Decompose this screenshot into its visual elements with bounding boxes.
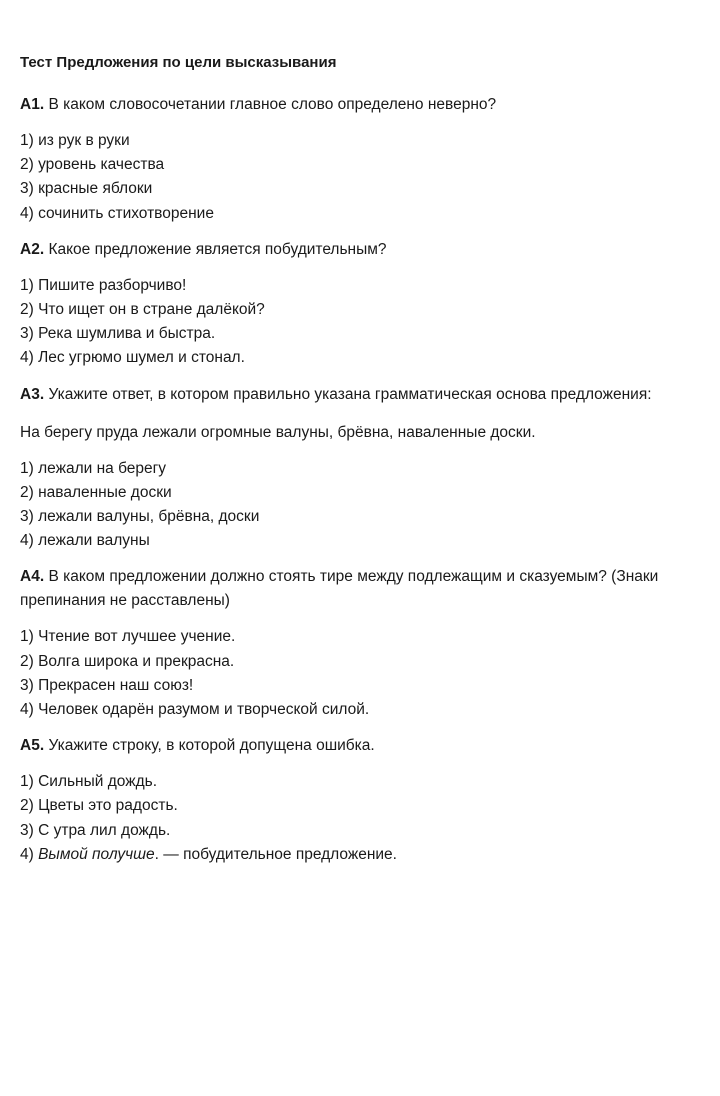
question-number: А2. xyxy=(20,240,45,258)
option-suffix: . — побудительное предложение. xyxy=(154,845,397,863)
question-prompt: Какое предложение является побудительным? xyxy=(48,240,387,258)
answer-option: 2) уровень качества xyxy=(20,156,165,174)
answer-option: 2) наваленные доски xyxy=(20,483,172,501)
answer-options xyxy=(20,274,720,371)
option-italic-phrase: Вымой получше xyxy=(38,845,155,863)
answer-option: 2) Цветы это радость. xyxy=(20,797,178,815)
answer-option: 1) лежали на берегу xyxy=(20,459,167,477)
question-a5 xyxy=(20,734,720,867)
question-text xyxy=(20,565,720,613)
answer-options xyxy=(20,457,720,554)
answer-option: 4) лежали валуны xyxy=(20,532,150,550)
answer-options xyxy=(20,129,720,226)
question-number: А1. xyxy=(20,96,45,113)
answer-option: 1) из рук в руки xyxy=(20,132,130,149)
answer-option: 4) Лес угрюмо шумел и стонал. xyxy=(20,349,245,367)
question-a1 xyxy=(20,93,720,226)
question-text xyxy=(20,734,720,758)
document-page xyxy=(20,52,720,879)
option-prefix: 4) xyxy=(20,845,39,863)
answer-option: 3) Река шумлива и быстра. xyxy=(20,325,216,343)
question-number: А3. xyxy=(20,385,45,403)
question-prompt: Укажите ответ, в котором правильно указана грамматическая основа предложения: xyxy=(48,385,652,403)
question-text xyxy=(20,93,720,117)
answer-option xyxy=(20,843,720,867)
answer-option: 1) Пишите разборчиво! xyxy=(20,276,187,294)
answer-option: 3) красные яблоки xyxy=(20,180,153,198)
answer-option: 3) Прекрасен наш союз! xyxy=(20,676,194,694)
answer-option: 3) С утра лил дождь. xyxy=(20,821,171,839)
question-a4 xyxy=(20,565,720,722)
answer-options xyxy=(20,770,720,867)
question-prompt: Укажите строку, в которой допущена ошибка. xyxy=(48,737,375,755)
question-number: А4. xyxy=(20,568,45,586)
answer-option: 4) Человек одарён разумом и творческой силой. xyxy=(20,701,370,719)
question-prompt: В каком предложении должно стоять тире между подлежащим и сказуемым? (Знаки препинания не расставлены) xyxy=(20,568,659,610)
answer-option: 3) лежали валуны, брёвна, доски xyxy=(20,508,260,526)
question-a3 xyxy=(20,383,720,554)
answer-option: 2) Что ищет он в стране далёкой? xyxy=(20,301,265,319)
answer-option: 1) Сильный дождь. xyxy=(20,773,158,791)
answer-option: 4) сочинить стихотворение xyxy=(20,204,214,222)
page-title: Тест Предложения по цели высказывания xyxy=(20,54,337,71)
question-number: А5. xyxy=(20,737,45,755)
answer-option: 1) Чтение вот лучшее учение. xyxy=(20,628,236,646)
question-text xyxy=(20,383,720,407)
answer-options xyxy=(20,625,720,722)
question-a2 xyxy=(20,238,720,371)
question-prompt: В каком словосочетании главное слово определено неверно? xyxy=(48,96,497,113)
question-text xyxy=(20,238,720,262)
answer-option: 2) Волга широка и прекрасна. xyxy=(20,652,235,670)
example-sentence: На берегу пруда лежали огромные валуны, брёвна, наваленные доски. xyxy=(20,423,536,441)
